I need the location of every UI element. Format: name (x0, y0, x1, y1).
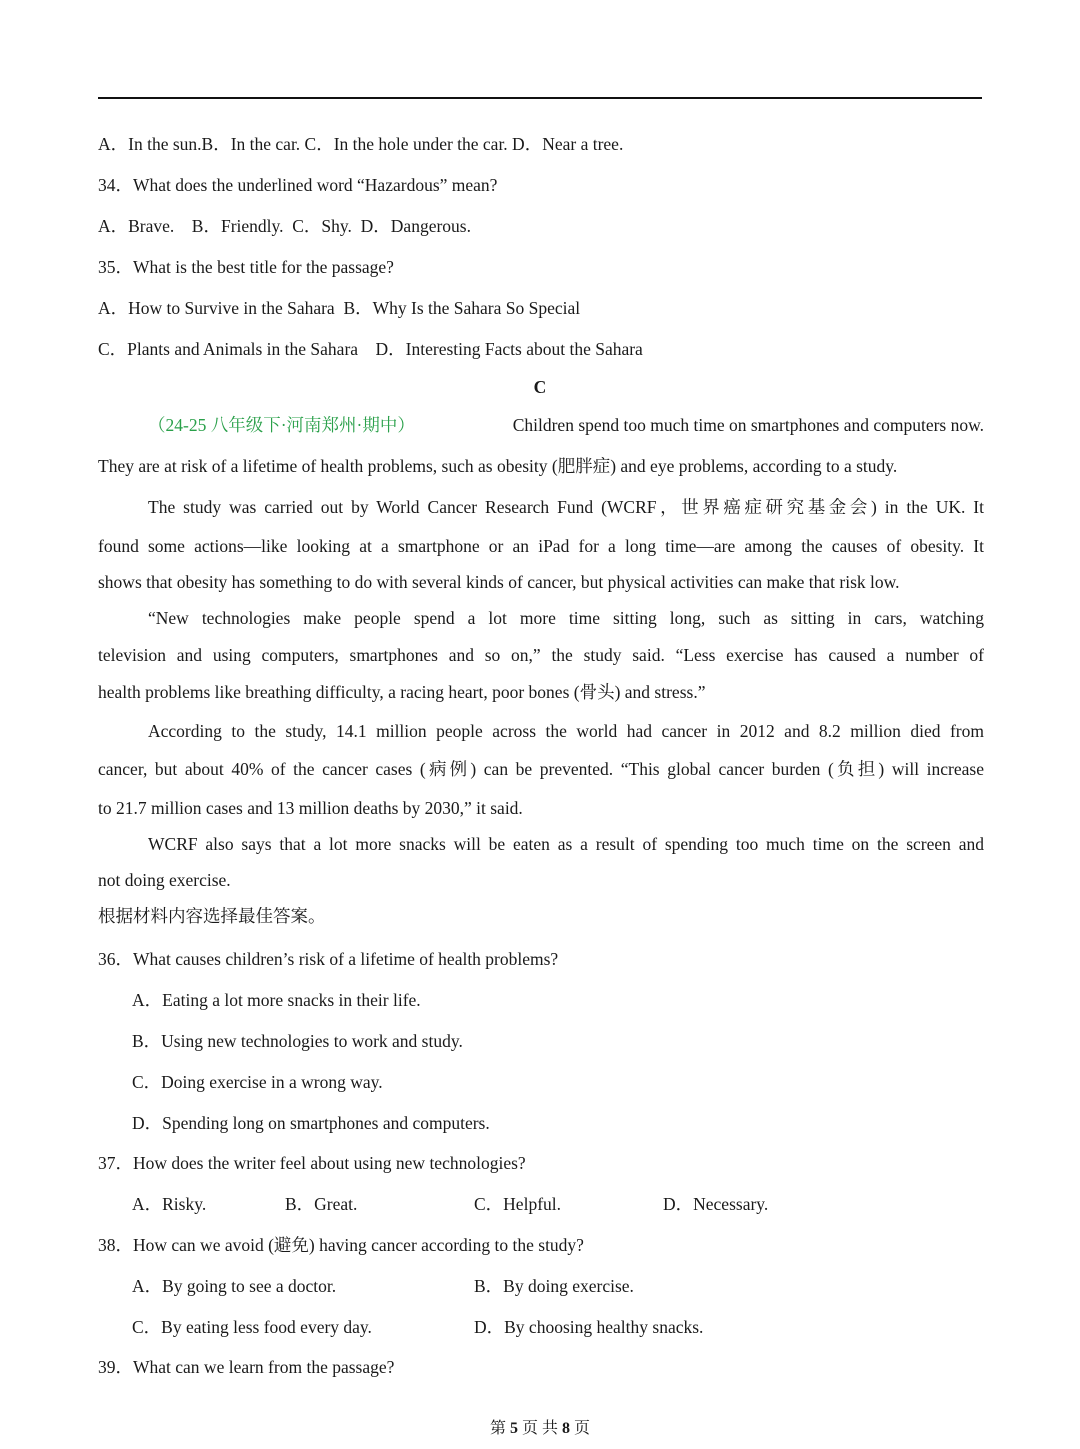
passage-line-6: television and using computers, smartphones and so on,” the study said. “Less exercise has caused a number of (98, 645, 984, 665)
q37-option-c: C．Helpful. (474, 1194, 562, 1214)
passage-line-5: “New technologies make people spend a lot more time sitting long, such as sitting in cars, watching (148, 608, 984, 628)
passage-line-1: They are at risk of a lifetime of health problems, such as obesity (肥胖症) and eye problems, according to a study. (98, 456, 898, 476)
q36-option-a: A．Eating a lot more snacks in their life. (132, 990, 421, 1010)
q38-option-a: A．By going to see a doctor. (132, 1276, 337, 1296)
q37-stem: 37．How does the writer feel about using new technologies? (98, 1153, 526, 1173)
q38-option-c: C．By eating less food every day. (132, 1317, 372, 1337)
section-heading: C (533, 377, 547, 397)
passage-line-9: cancer, but about 40% of the cancer cases (病例) can be prevented. “This global cancer burden (负担) will increase (98, 759, 984, 779)
footer-page-number: 5 (509, 1420, 518, 1437)
footer-prefix: 第 (489, 1420, 506, 1437)
q36-option-c: C．Doing exercise in a wrong way. (132, 1072, 383, 1092)
footer-middle: 页 共 (521, 1420, 558, 1437)
footer-suffix: 页 (574, 1420, 591, 1437)
q39-stem: 39．What can we learn from the passage? (98, 1357, 395, 1377)
passage-line-3: found some actions—like looking at a smartphone or an iPad for a long time—are among the causes of obesity. It (98, 536, 984, 556)
q38-stem: 38．How can we avoid (避免) having cancer according to the study? (98, 1235, 584, 1255)
q37-option-a: A．Risky. (132, 1194, 207, 1214)
header-rule (98, 97, 982, 99)
passage-line-10: to 21.7 million cases and 13 million deaths by 2030,” it said. (98, 798, 523, 818)
passage-line-12: not doing exercise. (98, 870, 231, 890)
passage-line-8: According to the study, 14.1 million people across the world had cancer in 2012 and 8.2 million died from (148, 721, 984, 741)
footer-total-pages: 8 (562, 1420, 570, 1437)
passage-line-4: shows that obesity has something to do with several kinds of cancer, but physical activities can make that risk low. (98, 572, 900, 592)
q35-stem: 35．What is the best title for the passage? (98, 257, 394, 277)
q36-stem: 36．What causes children’s risk of a lifetime of health problems? (98, 949, 559, 969)
source-tag: （24-25 八年级下·河南郑州·期中） (148, 415, 415, 435)
passage-line-2: The study was carried out by World Cancer Research Fund (WCRF，世界癌症研究基金会) in the UK. It (148, 497, 984, 517)
q35-options-line1: A．How to Survive in the Sahara B．Why Is the Sahara So Special (98, 298, 581, 318)
q37-option-d: D．Necessary. (663, 1194, 769, 1214)
q37-option-b: B．Great. (285, 1194, 358, 1214)
q38-option-b: B．By doing exercise. (474, 1276, 634, 1296)
q36-option-d: D．Spending long on smartphones and computers. (132, 1113, 490, 1133)
passage-first-line (148, 414, 984, 436)
passage-line-7: health problems like breathing difficulty, a racing heart, poor bones (骨头) and stress.” (98, 682, 706, 702)
q34-options: A．Brave. B．Friendly. C．Shy. D．Dangerous. (98, 216, 471, 236)
q35-options-line2: C．Plants and Animals in the Sahara D．Interesting Facts about the Sahara (98, 339, 643, 359)
instruction: 根据材料内容选择最佳答案。 (98, 906, 326, 926)
q36-option-b: B．Using new technologies to work and study. (132, 1031, 463, 1051)
q33-options: A．In the sun.B．In the car. C．In the hole under the car. D．Near a tree. (98, 134, 624, 154)
passage-line-0: Children spend too much time on smartphones and computers now. (512, 415, 984, 435)
q38-option-d: D．By choosing healthy snacks. (474, 1317, 704, 1337)
passage-line-11: WCRF also says that a lot more snacks will be eaten as a result of spending too much time on the screen and (148, 834, 984, 854)
page-footer (0, 1418, 1080, 1440)
q34-stem: 34．What does the underlined word “Hazardous” mean? (98, 175, 498, 195)
